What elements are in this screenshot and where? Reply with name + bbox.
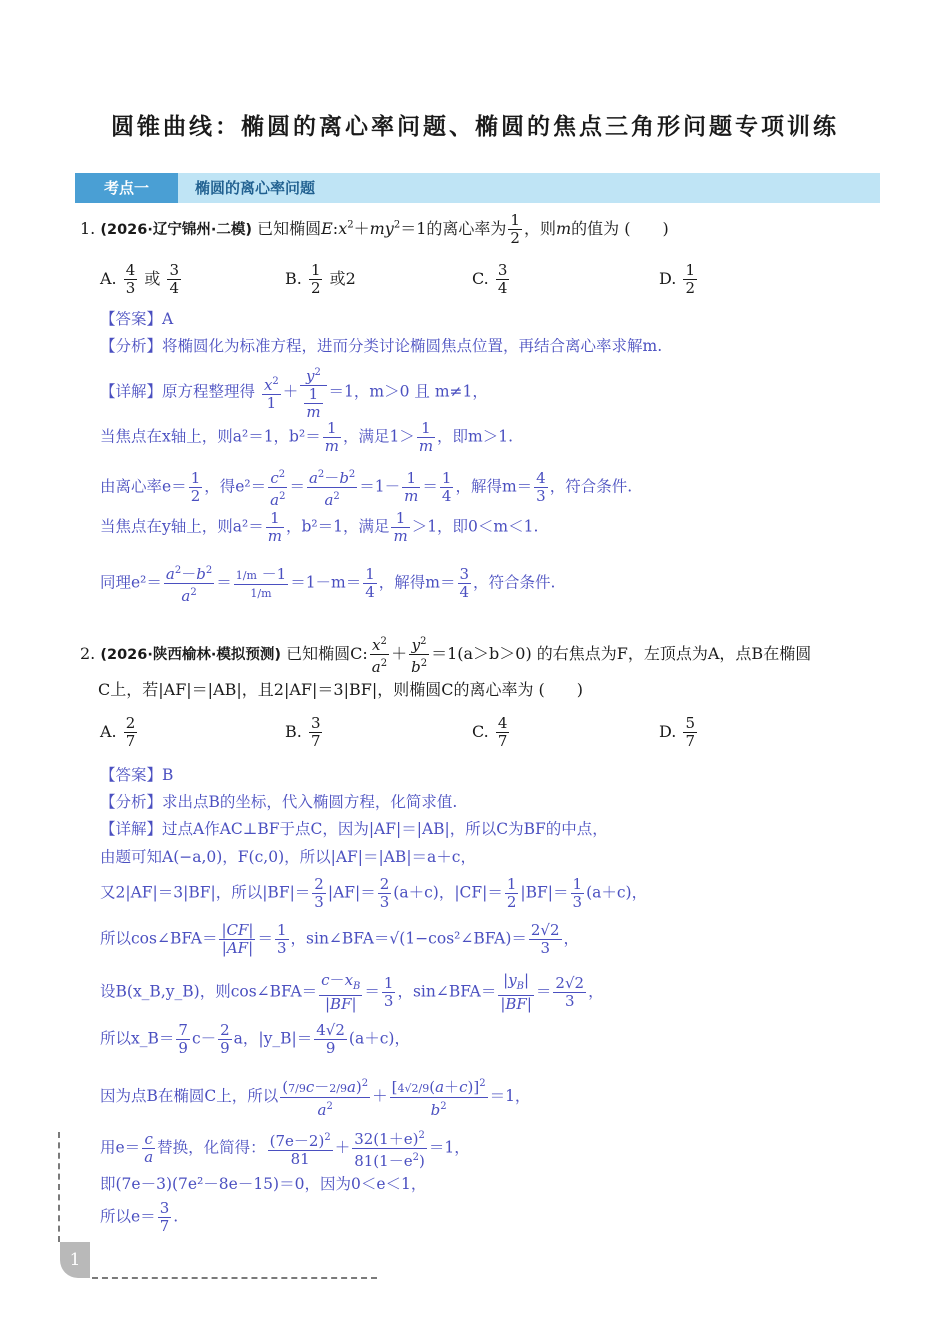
page-corner-dashed-vertical	[58, 1132, 60, 1242]
question-1-stem: 1. (2026·辽宁锦州·二模) 已知椭圆$E:x^2+my^2=1$的离心率为 $\frac{1}{2}$ ，则m的值为 ( )	[80, 211, 669, 247]
question-2-stem: 2. (2026·陕西榆林·模拟预测) 已知椭圆C: $\frac{x^2}{a^2}$ ＋ $\frac{y^2}{b^2}$ ＝1(a＞b＞0) 的右焦点为F，左顶点为A，点B在椭圆	[80, 633, 811, 676]
page-number: 1	[60, 1242, 90, 1278]
q1-answer: 【答案】A	[100, 310, 174, 328]
q2-detail-3: 又2|AF|＝3|BF|，所以|BF|＝ $\frac{2}{3}$ |AF|＝ $\frac{2}{3}$ (a＋c)，|CF|＝ $\frac{1}{2}$ |BF|＝ $\frac{1}{3}$ (a＋c)，	[100, 875, 648, 911]
q2-detail-2: 由题可知A(−a,0)，F(c,0)，所以|AF|＝|AB|＝a＋c，	[100, 848, 476, 866]
q2-detail-8: 用e＝ $\frac{c}{a}$ 替换，化简得： $\frac{(7e-2)^2}{81}$ ＋ $\frac{32(1+e)^2}{81(1-e^2)}$ ＝1，	[100, 1127, 470, 1170]
q2-detail-9: 即(7e－3)(7e²－8e－15)＝0，因为0＜e＜1，	[100, 1175, 427, 1193]
q1-option-c[interactable]: C. $\frac{3}{4}$	[472, 261, 508, 297]
q2-answer: 【答案】B	[100, 766, 174, 784]
q1-detail-2: 当焦点在x轴上，则a²＝1，b²＝ $\frac{1}{m}$ ，满足1＞ $\frac{1}{m}$ ，即m＞1.	[100, 419, 514, 455]
q1-detail-1: 【详解】原方程整理得 $\frac{x^2}{1}$ ＋ $y^2$ $\frac{1}{m}$ ＝1，m＞0 且 m≠1，	[100, 364, 488, 421]
q2-analysis: 【分析】求出点B的坐标，代入椭圆方程，化简求值.	[100, 793, 458, 811]
page-corner-dashed-horizontal	[92, 1277, 377, 1279]
page-title: 圆锥曲线：椭圆的离心率问题、椭圆的焦点三角形问题专项训练	[111, 114, 839, 140]
q1-detail-3: 由离心率e＝ $\frac{1}{2}$ ，得e²＝ $\frac{c^2}{a^2}$ ＝ $\frac{a^2-b^2}{a^2}$ ＝1－ $\frac{1}{m}$ ＝ $\frac{1}{4}$ ，解得m＝ $\frac{4}{3}$ ，符合条件.	[100, 466, 632, 509]
q2-option-c[interactable]: C. $\frac{4}{7}$	[472, 714, 508, 750]
q1-option-a[interactable]: A. $\frac{4}{3}$ 或 $\frac{3}{4}$	[100, 261, 180, 297]
q2-option-b[interactable]: B. $\frac{3}{7}$	[285, 714, 321, 750]
q2-option-a[interactable]: A. $\frac{2}{7}$	[100, 714, 136, 750]
q2-detail-10: 所以e＝ $\frac{3}{7}$ .	[100, 1199, 179, 1235]
q2-detail-6: 所以x_B＝ $\frac{7}{9}$ c－ $\frac{2}{9}$ a，|y_B|＝ $\frac{4√2}{9}$ (a＋c)，	[100, 1021, 410, 1057]
section-tag: 考点一	[75, 173, 178, 203]
q1-analysis: 【分析】将椭圆化为标准方程，进而分类讨论椭圆焦点位置，再结合离心率求解m.	[100, 337, 663, 355]
q2-option-d[interactable]: D. $\frac{5}{7}$	[659, 714, 695, 750]
q2-detail-1: 【详解】过点A作AC⊥BF于点C，因为|AF|＝|AB|，所以C为BF的中点，	[100, 820, 608, 838]
q1-option-b[interactable]: B. $\frac{1}{2}$ 或2	[285, 261, 356, 297]
q2-detail-5: 设B(x_B,y_B)，则cos∠BFA＝ $\frac{c-x_B}{|BF|}$ ＝ $\frac{1}{3}$ ，sin∠BFA＝ $\frac{|y_B|}{|BF|}$ ＝ $\frac{2√2}{3}$ ，	[100, 971, 604, 1013]
section-title: 椭圆的离心率问题	[195, 179, 316, 197]
q1-option-d[interactable]: D. $\frac{1}{2}$	[659, 261, 695, 297]
q2-detail-7: 因为点B在椭圆C上，所以 $\frac{(7/9c-2/9a)^2}{a^2}$ ＋ $\frac{[4√2/9(a+c)]^2}{b^2}$ ＝1，	[100, 1075, 530, 1119]
question-2-stem-cont: C上，若|AF|＝|AB|，且2|AF|＝3|BF|，则椭圆C的离心率为 ( )	[98, 680, 584, 699]
q1-detail-5: 同理e²＝ $\frac{a^2-b^2}{a^2}$ ＝ 1/m －1 1/m ＝1－m＝ $\frac{1}{4}$ ，解得m＝ $\frac{3}{4}$ ，符合条件.	[100, 562, 555, 605]
q1-detail-4: 当焦点在y轴上，则a²＝ $\frac{1}{m}$ ，b²＝1，满足 $\frac{1}{m}$ ＞1，即0＜m＜1.	[100, 509, 539, 545]
section-header	[75, 173, 880, 203]
q2-detail-4: 所以cos∠BFA＝ $\frac{|CF|}{|AF|}$ ＝ $\frac{1}{3}$ ，sin∠BFA＝√(1−cos²∠BFA)＝ $\frac{2√2}{3}$ ，	[100, 921, 580, 957]
